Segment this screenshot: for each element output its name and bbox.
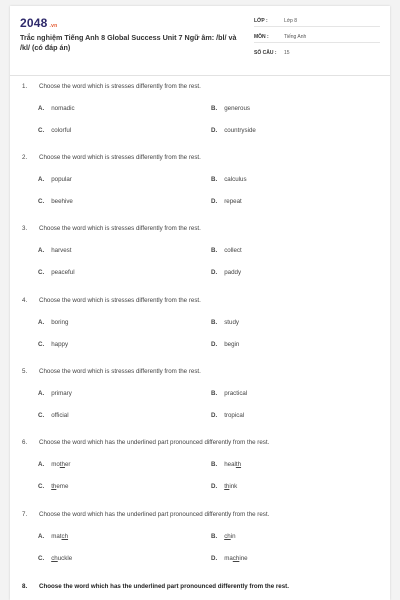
page-title: Trắc nghiệm Tiếng Anh 8 Global Success Unit 7 Ngữ âm: /bl/ và /kl/ (có đáp án) [20, 33, 237, 52]
option-text: study [224, 319, 239, 326]
meta-row-subject: MÔN : Tiếng Anh [254, 32, 380, 43]
question-stem: Choose the word which has the underlined part pronounced differently from the rest. [39, 439, 270, 446]
option-letter: A. [38, 533, 45, 540]
option-text: peaceful [51, 269, 75, 276]
option-text: happy [51, 341, 69, 348]
worksheet-page: 2048 .vn Trắc nghiệm Tiếng Anh 8 Global Success Unit 7 Ngữ âm: /bl/ và /kl/ (có đáp án) LỚP : Lớp 8 MÔN : Tiếng Anh SỐ CÂU : 15 1. Choose the word which is stresses differently from the rest. A. nomadic B. generous C. colorful D. countryside 2. Choose the word which is stresses differently from the rest. A. popular B. calculus C. beehive D. repeat 3. Choose the word which is stresses differently from the rest. A. harvest B. collect C. peaceful D. paddy 4. Choose the word which is stresses differently from the rest. A. boring B. study C. happy D. begin 5. Choose the word which is stresses differently from the rest. A. primary B. practical C. official D. tropical 6. Choose the word which has the underlined part pronounced differently from the rest. A. mother B. health C. theme D. think 7. Choose the word which has the underlined part pronounced differently from the rest. A. match B. chin C. chuckle D. machine 8. Choose the word which has the underlined part pronounced differently from the rest. [10, 6, 390, 600]
option-c[interactable] [38, 269, 75, 276]
option-underlined-part: th [51, 483, 57, 490]
option-text: colorful [51, 127, 72, 134]
option-underlined-part: ch [61, 533, 69, 540]
option-text: repeat [224, 198, 242, 205]
option-a[interactable] [38, 176, 72, 183]
option-text: practical [224, 390, 248, 397]
question-stem: Choose the word which is stresses differently from the rest. [39, 297, 201, 304]
option-text: beehive [51, 198, 73, 205]
option-text: countryside [224, 127, 256, 134]
option-letter: C. [38, 127, 45, 134]
question-number: 1. [22, 83, 28, 90]
option-letter: D. [211, 127, 218, 134]
question-stem: Choose the word which is stresses differently from the rest. [39, 154, 201, 161]
option-text-rest: eme [56, 483, 69, 490]
option-text: mat [51, 533, 62, 540]
option-letter: C. [38, 341, 45, 348]
option-text: tropical [224, 412, 245, 419]
question-number: 6. [22, 439, 28, 446]
question-number: 3. [22, 225, 28, 232]
question-number: 7. [22, 511, 28, 518]
option-letter: D. [211, 198, 218, 205]
option-a[interactable] [38, 533, 68, 540]
meta-row-count: SỐ CÂU : 15 [254, 50, 290, 56]
meta-row-grade: LỚP : Lớp 8 [254, 16, 380, 27]
option-text-rest: ine [239, 555, 248, 562]
option-text: mo [51, 461, 60, 468]
option-b[interactable] [211, 461, 241, 468]
option-underlined-part: th [224, 483, 230, 490]
option-letter: B. [211, 176, 218, 183]
option-text: official [51, 412, 69, 419]
option-d[interactable] [211, 555, 248, 562]
option-letter: D. [211, 341, 218, 348]
option-letter: A. [38, 105, 45, 112]
header-divider [10, 75, 390, 76]
option-letter: C. [38, 269, 45, 276]
option-underlined-part: th [59, 461, 65, 468]
option-c[interactable] [38, 198, 73, 205]
option-a[interactable] [38, 390, 72, 397]
question-stem: Choose the word which has the underlined part pronounced differently from the rest. [39, 511, 270, 518]
question-number: 2. [22, 154, 28, 161]
option-letter: A. [38, 247, 45, 254]
option-c[interactable] [38, 341, 68, 348]
option-text: popular [51, 176, 72, 183]
option-letter: D. [211, 412, 218, 419]
option-text: collect [224, 247, 242, 254]
option-b[interactable] [211, 105, 250, 112]
option-a[interactable] [38, 319, 68, 326]
option-letter: C. [38, 412, 45, 419]
option-d[interactable] [211, 412, 244, 419]
option-letter: C. [38, 198, 45, 205]
option-letter: D. [211, 269, 218, 276]
option-c[interactable] [38, 127, 71, 134]
option-text: harvest [51, 247, 72, 254]
option-b[interactable] [211, 390, 247, 397]
option-letter: B. [211, 390, 218, 397]
option-letter: B. [211, 533, 218, 540]
option-text-rest: er [64, 461, 71, 468]
option-c[interactable] [38, 483, 68, 490]
option-d[interactable] [211, 198, 242, 205]
option-b[interactable] [211, 176, 247, 183]
option-b[interactable] [211, 319, 239, 326]
option-letter: A. [38, 390, 45, 397]
option-text: primary [51, 390, 72, 397]
option-text: generous [224, 105, 250, 112]
option-letter: A. [38, 319, 45, 326]
question-stem: Choose the word which is stresses differently from the rest. [39, 225, 201, 232]
option-letter: B. [211, 461, 218, 468]
option-text-rest: ink [229, 483, 238, 490]
option-letter: B. [211, 319, 218, 326]
option-d[interactable] [211, 341, 239, 348]
option-text: paddy [224, 269, 242, 276]
option-letter: C. [38, 483, 45, 490]
option-text-rest: in [230, 533, 236, 540]
option-letter: B. [211, 105, 218, 112]
option-d[interactable] [211, 483, 237, 490]
question-stem: Choose the word which is stresses differently from the rest. [39, 83, 201, 90]
option-a[interactable] [38, 247, 71, 254]
option-d[interactable] [211, 269, 241, 276]
option-letter: A. [38, 176, 45, 183]
option-text: boring [51, 319, 69, 326]
option-underlined-part: ch [51, 555, 58, 562]
option-text: nomadic [51, 105, 75, 112]
option-letter: D. [211, 483, 218, 490]
option-letter: D. [211, 555, 218, 562]
option-text: heal [224, 461, 236, 468]
option-text: begin [224, 341, 240, 348]
option-underlined-part: ch [232, 555, 240, 562]
site-logo[interactable]: 2048 .vn [20, 16, 58, 30]
question-number: 5. [22, 368, 28, 375]
option-text-rest: uckle [57, 555, 73, 562]
option-b[interactable] [211, 247, 242, 254]
option-d[interactable] [211, 127, 256, 134]
option-b[interactable] [211, 533, 236, 540]
option-letter: A. [38, 461, 45, 468]
option-text: ma [224, 555, 233, 562]
option-c[interactable] [38, 555, 72, 562]
question-number: 4. [22, 297, 28, 304]
option-c[interactable] [38, 412, 69, 419]
option-a[interactable] [38, 461, 70, 468]
option-underlined-part: ch [224, 533, 231, 540]
option-text: calculus [224, 176, 247, 183]
option-letter: C. [38, 555, 45, 562]
option-underlined-part: th [235, 461, 242, 468]
option-a[interactable] [38, 105, 75, 112]
option-letter: B. [211, 247, 218, 254]
question-stem: Choose the word which is stresses differently from the rest. [39, 368, 201, 375]
